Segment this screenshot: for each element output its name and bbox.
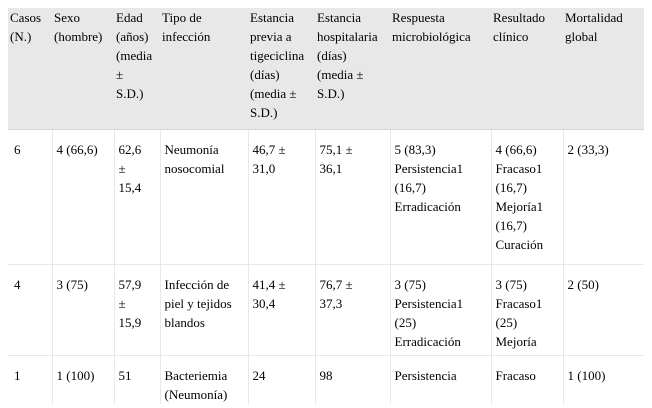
header-line: Respuesta	[392, 10, 445, 25]
cell-infection-type	[160, 130, 248, 265]
cell-sex	[52, 130, 114, 265]
header-line: Mortalidad	[565, 10, 623, 25]
cell-line: 24	[252, 368, 266, 383]
cell-global-mortality	[563, 130, 644, 265]
header-micro-response	[390, 8, 491, 130]
cell-line: Persistencia	[394, 368, 457, 383]
header-line: (hombre)	[54, 29, 103, 44]
header-line: ±	[116, 67, 124, 82]
table-body	[8, 130, 644, 405]
cell-line: (16,7)	[495, 218, 527, 233]
cell-sex	[52, 265, 114, 356]
cell-line: 4 (66,6)	[495, 142, 537, 157]
cell-line: 6	[14, 142, 21, 157]
table-row	[8, 130, 644, 265]
header-line: (días)	[317, 48, 347, 63]
header-line: (N.)	[10, 29, 32, 44]
header-line: (días)	[250, 67, 280, 82]
cell-line: 2 (50)	[567, 277, 599, 292]
cell-sex	[52, 356, 114, 405]
cell-line: (Neumonía)	[164, 387, 228, 402]
cell-line: 76,7 ±	[319, 277, 353, 292]
cell-line: 41,4 ±	[252, 277, 286, 292]
header-line: microbiológica	[392, 29, 471, 44]
cell-line: 57,9	[118, 277, 142, 292]
header-line: (media	[116, 48, 153, 63]
cell-line: 51	[118, 368, 132, 383]
cell-infection-type	[160, 265, 248, 356]
cell-line: 62,6	[118, 142, 142, 157]
cell-line: Fracaso1	[495, 161, 543, 176]
header-line: (media ±	[250, 86, 297, 101]
cell-line: 1	[14, 368, 21, 383]
cell-line: 31,0	[252, 161, 276, 176]
results-table	[8, 8, 644, 404]
header-cases	[8, 8, 52, 130]
table-header	[8, 8, 644, 130]
cell-hospital-stay	[315, 356, 390, 405]
header-line: S.D.)	[250, 105, 278, 120]
cell-line: Bacteriemia	[164, 368, 228, 383]
cell-hospital-stay	[315, 265, 390, 356]
cell-line: ±	[118, 296, 126, 311]
cell-infection-type	[160, 356, 248, 405]
cell-line: Curación	[495, 237, 544, 252]
cell-line: Persistencia1	[394, 296, 464, 311]
table-row	[8, 356, 644, 405]
header-clinical-result	[491, 8, 563, 130]
cell-line: 5 (83,3)	[394, 142, 436, 157]
cell-age	[114, 130, 160, 265]
cell-line: 4	[14, 277, 21, 292]
cell-line: piel y tejidos	[164, 296, 232, 311]
cell-line: Neumonía	[164, 142, 219, 157]
header-prior-stay	[248, 8, 315, 130]
cell-micro-response	[390, 356, 491, 405]
header-line: global	[565, 29, 598, 44]
header-line: previa a	[250, 29, 292, 44]
cell-clinical-result	[491, 130, 563, 265]
cell-line: 98	[319, 368, 333, 383]
cell-line: nosocomial	[164, 161, 225, 176]
cell-line: Persistencia1	[394, 161, 464, 176]
cell-cases	[8, 356, 52, 405]
cell-global-mortality	[563, 356, 644, 405]
cell-prior-stay	[248, 265, 315, 356]
cell-line: 3 (75)	[495, 277, 527, 292]
header-line: Sexo	[54, 10, 80, 25]
cell-line: blandos	[164, 315, 205, 330]
cell-line: 2 (33,3)	[567, 142, 609, 157]
header-hospital-stay	[315, 8, 390, 130]
cell-clinical-result	[491, 265, 563, 356]
header-infection-type	[160, 8, 248, 130]
header-line: hospitalaria	[317, 29, 378, 44]
cell-global-mortality	[563, 265, 644, 356]
header-line: Resultado	[493, 10, 545, 25]
cell-line: 15,9	[118, 315, 142, 330]
cell-line: Erradicación	[394, 334, 461, 349]
cell-line: Erradicación	[394, 199, 461, 214]
cell-micro-response	[390, 130, 491, 265]
cell-line: 15,4	[118, 180, 142, 195]
cell-line: 46,7 ±	[252, 142, 286, 157]
cell-line: (25)	[495, 315, 518, 330]
cell-age	[114, 356, 160, 405]
cell-line: Fracaso	[495, 368, 536, 383]
cell-line: 3 (75)	[56, 277, 88, 292]
cell-micro-response	[390, 265, 491, 356]
header-line: infección	[162, 29, 211, 44]
header-line: Estancia	[317, 10, 362, 25]
header-line: clínico	[493, 29, 529, 44]
header-sex	[52, 8, 114, 130]
cell-line: 1 (100)	[56, 368, 95, 383]
cell-hospital-stay	[315, 130, 390, 265]
header-line: S.D.)	[317, 86, 345, 101]
header-line: tigeciclina	[250, 48, 305, 63]
header-row	[8, 8, 644, 130]
cell-line: 1 (100)	[567, 368, 606, 383]
cell-line: 30,4	[252, 296, 276, 311]
header-line: Estancia	[250, 10, 295, 25]
cell-line: (25)	[394, 315, 417, 330]
header-line: (media ±	[317, 67, 364, 82]
cell-line: ±	[118, 161, 126, 176]
cell-line: Mejoría1	[495, 199, 544, 214]
cell-line: 37,3	[319, 296, 343, 311]
header-line: Tipo de	[162, 10, 202, 25]
cell-cases	[8, 130, 52, 265]
header-global-mortality	[563, 8, 644, 130]
cell-line: Infección de	[164, 277, 230, 292]
cell-cases	[8, 265, 52, 356]
cell-prior-stay	[248, 356, 315, 405]
cell-prior-stay	[248, 130, 315, 265]
cell-age	[114, 265, 160, 356]
header-age	[114, 8, 160, 130]
cell-line: 75,1 ±	[319, 142, 353, 157]
header-line: Casos	[10, 10, 42, 25]
cell-line: Fracaso1	[495, 296, 543, 311]
header-line: (años)	[116, 29, 149, 44]
cell-line: Mejoría	[495, 334, 537, 349]
cell-clinical-result	[491, 356, 563, 405]
header-line: Edad	[116, 10, 143, 25]
cell-line: (16,7)	[394, 180, 426, 195]
cell-line: 4 (66,6)	[56, 142, 98, 157]
cell-line: 3 (75)	[394, 277, 426, 292]
table-row	[8, 265, 644, 356]
header-line: S.D.)	[116, 86, 144, 101]
cell-line: (16,7)	[495, 180, 527, 195]
cell-line: 36,1	[319, 161, 343, 176]
